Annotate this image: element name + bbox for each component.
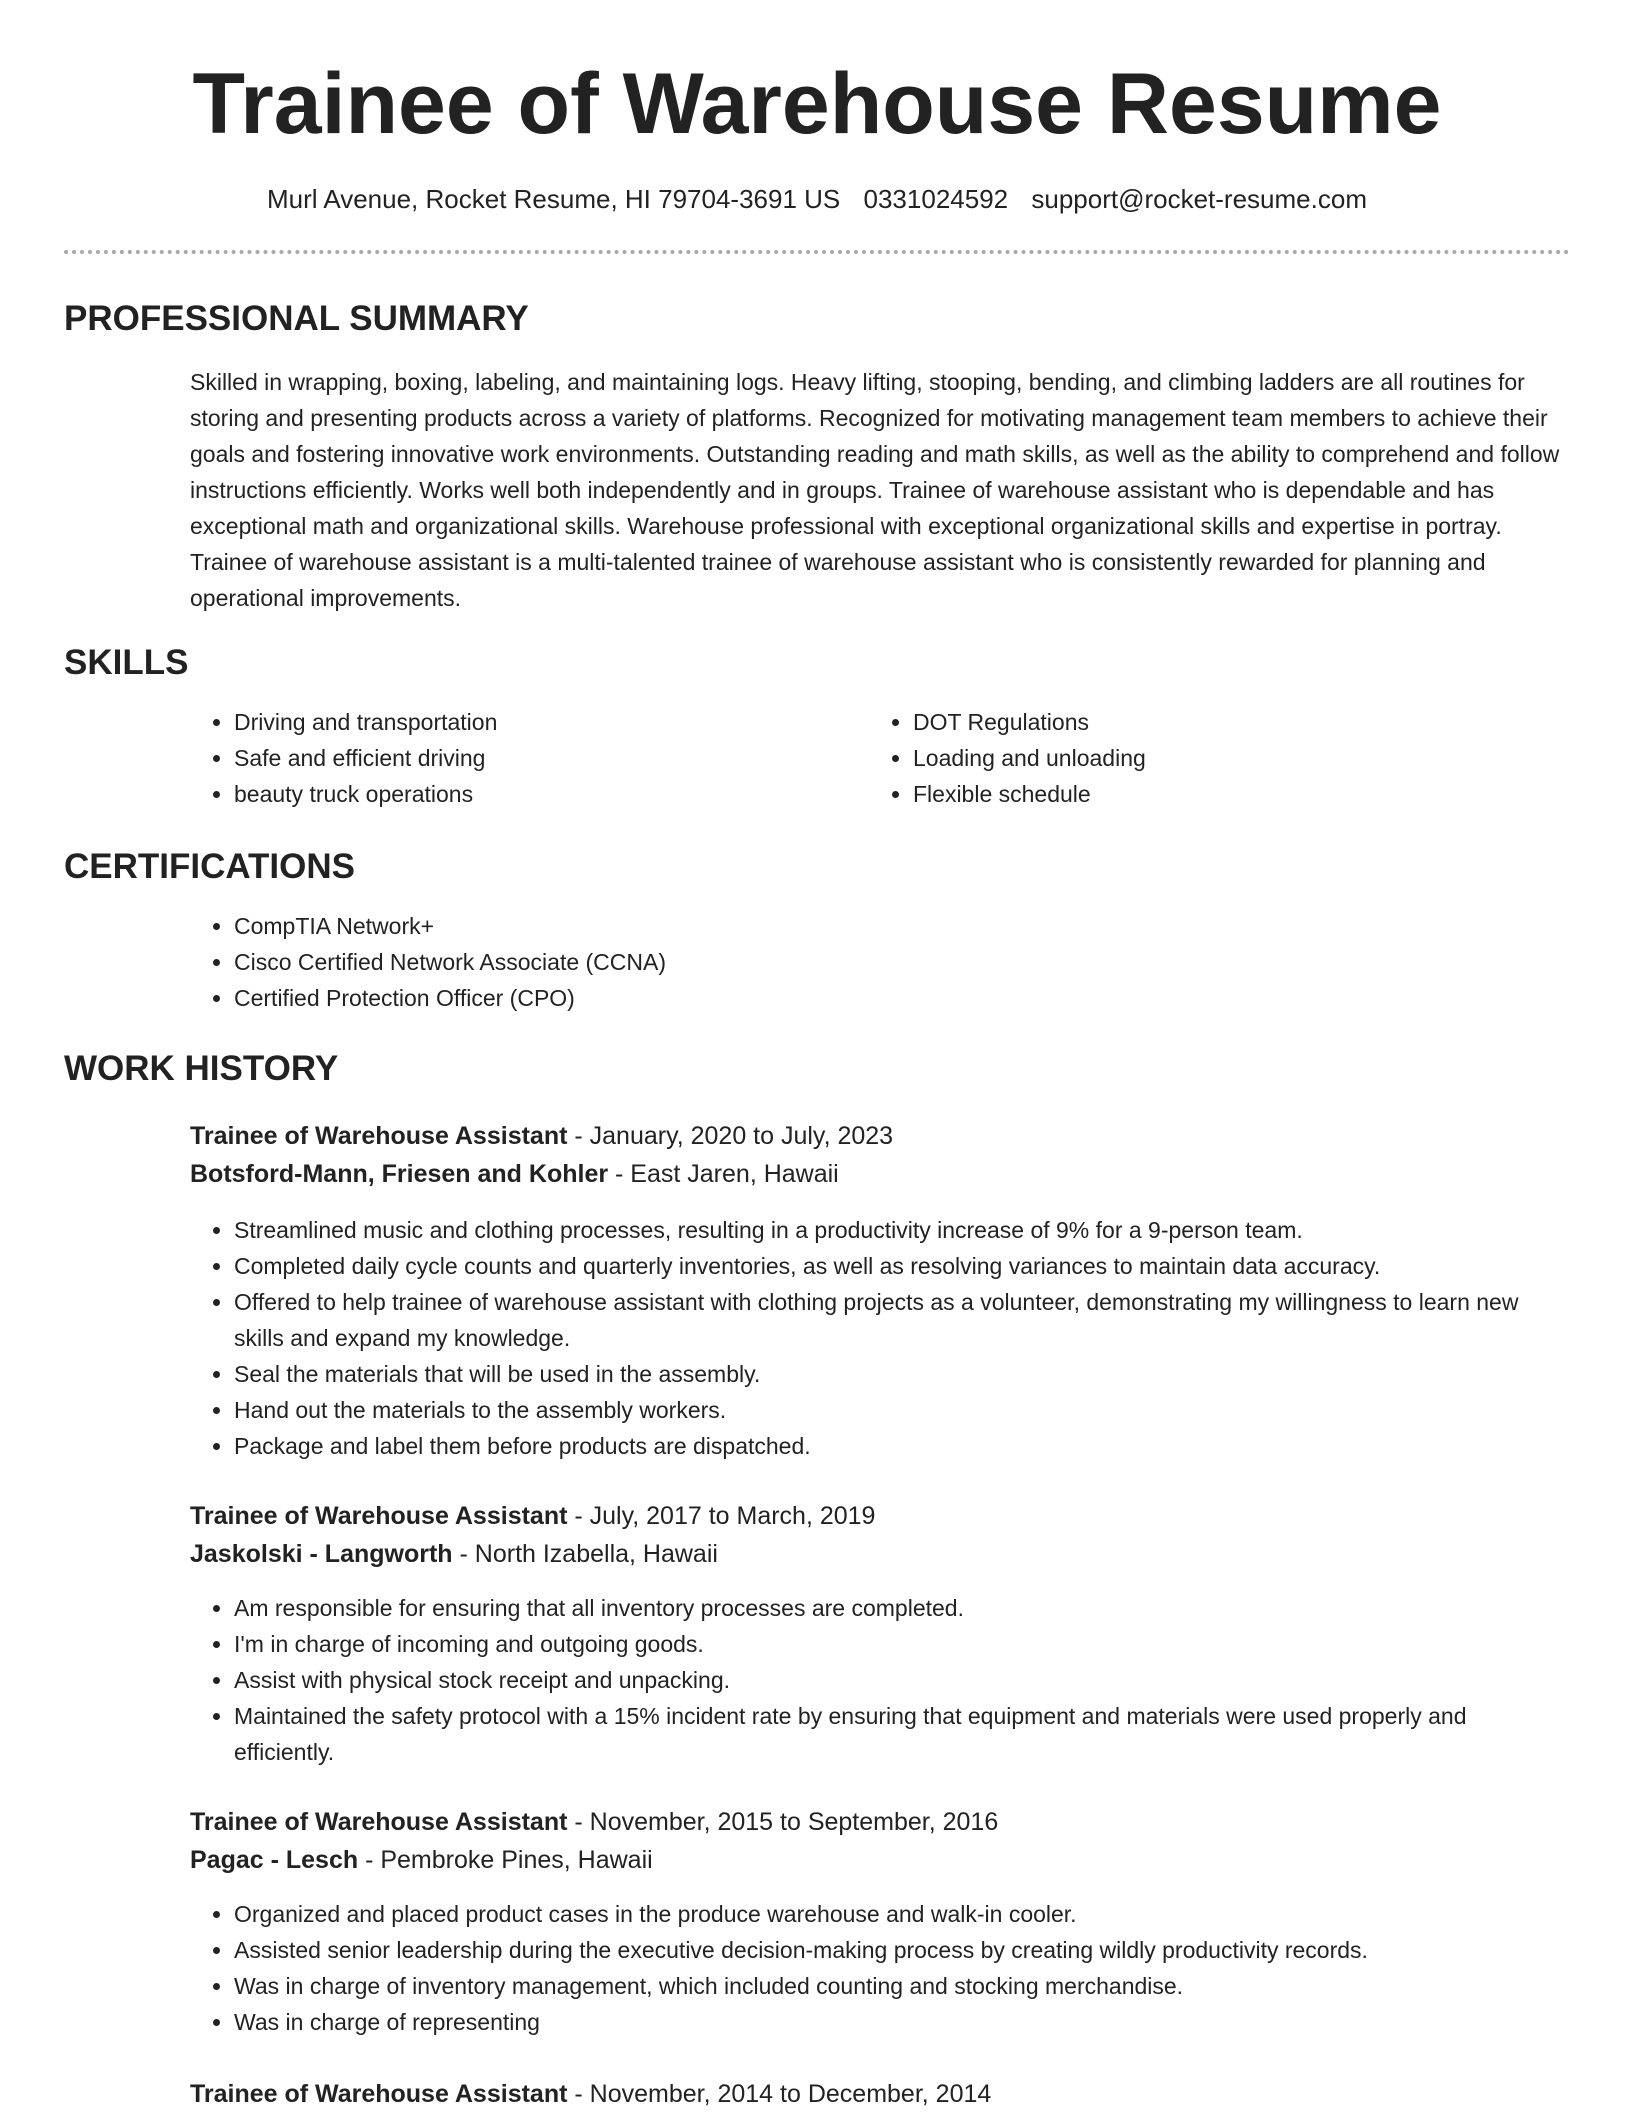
contact-line	[64, 181, 1570, 217]
job-location: - Pembroke Pines, Hawaii	[358, 1846, 653, 1874]
job-bullet: • Seal the materials that will be used in the assembly.	[234, 1356, 1570, 1392]
job-bullet: • Streamlined music and clothing processes, resulting in a productivity increase of 9% for a 9-person team.	[234, 1212, 1570, 1248]
certifications-heading: CERTIFICATIONS	[64, 847, 356, 886]
job-bullet: • I'm in charge of incoming and outgoing goods.	[234, 1626, 1570, 1662]
job-title: Trainee of Warehouse Assistant	[190, 1808, 568, 1836]
job-bullet: • Was in charge of inventory management, which included counting and stocking merchandise.	[234, 1968, 1570, 2004]
skill-item: • Loading and unloading	[913, 740, 1543, 776]
job-bullets	[190, 1896, 1570, 2040]
job-title: Trainee of Warehouse Assistant	[190, 1122, 568, 1150]
certification-item: • CompTIA Network+	[234, 908, 1570, 944]
job-title-line	[190, 2076, 1570, 2112]
contact-address: Murl Avenue, Rocket Resume, HI 79704-3691 US	[267, 184, 841, 214]
job-dates: - November, 2015 to September, 2016	[567, 1808, 999, 1836]
summary-text: Skilled in wrapping, boxing, labeling, and maintaining logs. Heavy lifting, stooping, bending, and climbing ladders are all routines for storing and presenting products across a variety of platforms. Recognized for motivating management team members to achieve their goals and fostering innovative work environments. Outstanding reading and math skills, as well as the ability to comprehend and follow instructions efficiently. Works well both independently and in groups. Trainee of warehouse assistant who is dependable and has exceptional math and organizational skills. Warehouse professional with exceptional organizational skills and expertise in portray. Trainee of warehouse assistant is a multi-talented trainee of warehouse assistant who is consistently rewarded for planning and operational improvements.	[190, 369, 1560, 611]
summary-heading: PROFESSIONAL SUMMARY	[64, 299, 529, 338]
job-bullet: • Offered to help trainee of warehouse assistant with clothing projects as a volunteer, demonstrating my willingness to learn new skills and expand my knowledge.	[234, 1284, 1570, 1356]
job-bullet: • Assist with physical stock receipt and unpacking.	[234, 1662, 1570, 1698]
job-bullet: • Was in charge of representing	[234, 2004, 1570, 2040]
job-title-line	[190, 1804, 1570, 1840]
skills-list-left	[190, 704, 864, 812]
contact-email: support@rocket-resume.com	[1031, 184, 1367, 214]
job-company-line	[190, 1536, 1570, 1572]
job-bullet: • Package and label them before products are dispatched.	[234, 1428, 1570, 1464]
resume-title: Trainee of Warehouse Resume	[192, 56, 1442, 152]
job-company: Botsford-Mann, Friesen and Kohler	[190, 1160, 609, 1188]
job-company: Jaskolski - Langworth	[190, 1540, 453, 1568]
job-company-line	[190, 1842, 1570, 1878]
skill-item: • Driving and transportation	[234, 704, 864, 740]
job-bullet: • Completed daily cycle counts and quarterly inventories, as well as resolving variances to maintain data accuracy.	[234, 1248, 1570, 1284]
certification-item: • Cisco Certified Network Associate (CCNA)	[234, 944, 1570, 980]
certification-item: • Certified Protection Officer (CPO)	[234, 980, 1570, 1016]
skill-item: • Safe and efficient driving	[234, 740, 864, 776]
job-bullet: • Organized and placed product cases in the produce warehouse and walk-in cooler.	[234, 1896, 1570, 1932]
job-bullet: • Maintained the safety protocol with a 15% incident rate by ensuring that equipment and materials were used properly and efficiently.	[234, 1698, 1570, 1770]
work-history-heading: WORK HISTORY	[64, 1049, 339, 1088]
skill-item: • DOT Regulations	[913, 704, 1543, 740]
job-bullet: • Assisted senior leadership during the executive decision-making process by creating wildly productivity records.	[234, 1932, 1570, 1968]
job-location: - North Izabella, Hawaii	[452, 1540, 718, 1568]
header-divider	[64, 250, 1570, 254]
skill-item: • beauty truck operations	[234, 776, 864, 812]
job-title-line	[190, 1118, 1570, 1154]
skills-list-right	[869, 704, 1543, 812]
job-dates: - July, 2017 to March, 2019	[567, 1502, 876, 1530]
job-bullet: • Am responsible for ensuring that all inventory processes are completed.	[234, 1590, 1570, 1626]
job-bullets	[190, 1590, 1570, 1770]
job-bullet: • Hand out the materials to the assembly workers.	[234, 1392, 1570, 1428]
job-bullets	[190, 1212, 1570, 1464]
job-company-line	[190, 1156, 1570, 1192]
job-title-line	[190, 1498, 1570, 1534]
resume-page	[64, 0, 1570, 2112]
contact-phone: 0331024592	[863, 184, 1009, 214]
job-company: Pagac - Lesch	[190, 1846, 359, 1874]
job-dates: - January, 2020 to July, 2023	[567, 1122, 894, 1150]
job-location: - East Jaren, Hawaii	[608, 1160, 839, 1188]
job-dates: - November, 2014 to December, 2014	[567, 2080, 992, 2108]
certifications-list	[190, 908, 1570, 1016]
job-title: Trainee of Warehouse Assistant	[190, 2080, 568, 2108]
job-title: Trainee of Warehouse Assistant	[190, 1502, 568, 1530]
skill-item: • Flexible schedule	[913, 776, 1543, 812]
skills-heading: SKILLS	[64, 643, 189, 682]
